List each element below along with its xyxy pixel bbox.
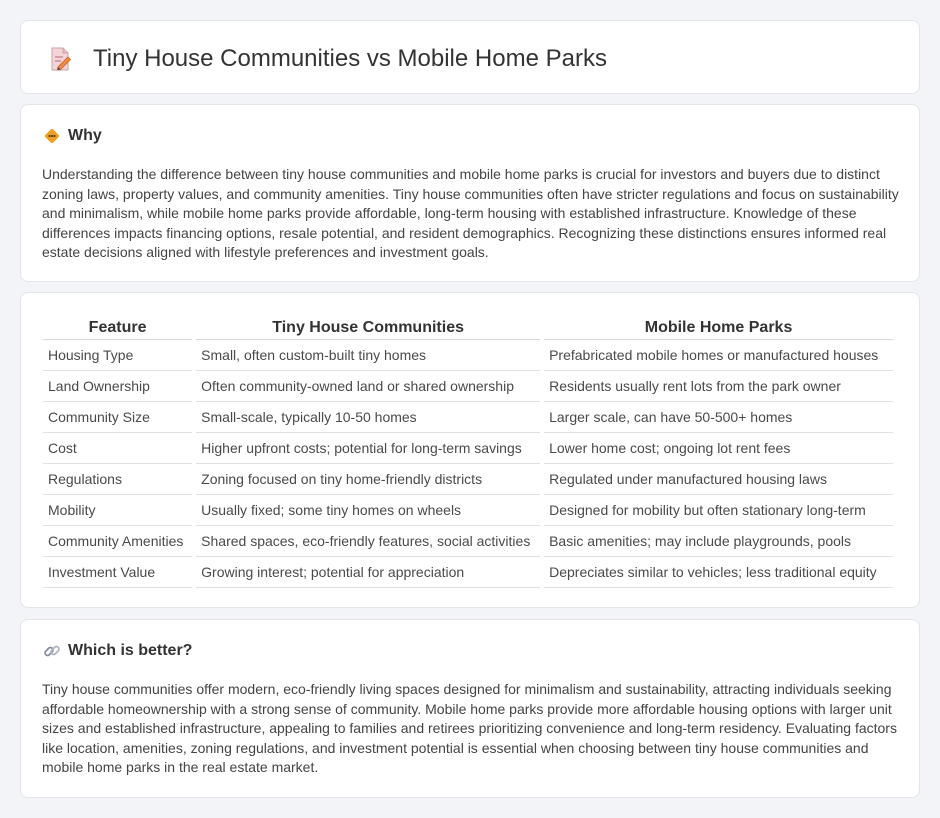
tiny-house-cell: Higher upfront costs; potential for long-term savings [196,433,540,464]
mobile-home-cell: Lower home cost; ongoing lot rent fees [544,433,893,464]
tiny-house-cell: Shared spaces, eco-friendly features, social activities [196,526,540,557]
table-row [43,557,893,588]
document-pencil-icon [47,46,73,72]
mobile-home-cell: Larger scale, can have 50-500+ homes [544,402,893,433]
feature-cell: Regulations [43,464,192,495]
why-paragraph: Understanding the difference between tiny house communities and mobile home parks is crucial for investors and buyers due to distinct zoning laws, property values, and community amenities. Tiny house communities often have stricter regulations and focus on sustainability and minimalism, while mobile home parks provide affordable, long-term housing with established infrastructure. Knowledge of these differences impacts financing options, resale potential, and resident demographics. Recognizing these distinctions ensures informed real estate decisions aligned with lifestyle preferences and investment goals. [42,166,899,261]
tiny-house-cell: Usually fixed; some tiny homes on wheels [196,495,540,526]
mobile-home-cell: Prefabricated mobile homes or manufactured houses [544,340,893,371]
why-title: Why [68,127,102,144]
mobile-home-cell: Residents usually rent lots from the park owner [544,371,893,402]
warning-diamond-icon [43,127,61,145]
column-header-feature: Feature [43,317,192,340]
feature-cell: Community Amenities [43,526,192,557]
why-card [20,104,920,282]
title-row [47,45,607,73]
mobile-home-cell: Regulated under manufactured housing laws [544,464,893,495]
better-paragraph: Tiny house communities offer modern, eco-friendly living spaces designed for minimalism and sustainability, attracting individuals seeking affordable homeownership with a strong sense of community. Mobile home parks provide more affordable housing options with larger unit sizes and established infrastructure, appealing to families and retirees prioritizing convenience and long-term residency. Evaluating factors like location, amenities, zoning regulations, and investment potential is essential when choosing between tiny house communities and mobile home parks in the real estate market. [42,681,897,776]
mobile-home-cell: Depreciates similar to vehicles; less traditional equity [544,557,893,588]
table-row [43,433,893,464]
tiny-house-cell: Growing interest; potential for appreciation [196,557,540,588]
tiny-house-cell: Small, often custom-built tiny homes [196,340,540,371]
feature-cell: Land Ownership [43,371,192,402]
table-row [43,495,893,526]
table-header-row [43,317,893,340]
table-row [43,340,893,371]
feature-cell: Housing Type [43,340,192,371]
feature-cell: Cost [43,433,192,464]
mobile-home-cell: Basic amenities; may include playgrounds, pools [544,526,893,557]
table-row [43,526,893,557]
better-header [43,642,192,660]
title-card [20,20,920,94]
column-header-mobile-home: Mobile Home Parks [544,317,893,340]
feature-cell: Investment Value [43,557,192,588]
table-row [43,402,893,433]
tiny-house-cell: Often community-owned land or shared ownership [196,371,540,402]
comparison-card [20,292,920,608]
link-icon [43,642,61,660]
why-header [43,127,102,145]
feature-cell: Mobility [43,495,192,526]
table-row [43,464,893,495]
which-is-better-card [20,619,920,798]
table-row [43,371,893,402]
better-title: Which is better? [68,642,193,659]
feature-cell: Community Size [43,402,192,433]
page-title: Tiny House Communities vs Mobile Home Parks [93,45,607,72]
mobile-home-cell: Designed for mobility but often stationary long-term [544,495,893,526]
comparison-table [39,317,897,588]
tiny-house-cell: Small-scale, typically 10-50 homes [196,402,540,433]
column-header-tiny-house: Tiny House Communities [196,317,540,340]
tiny-house-cell: Zoning focused on tiny home-friendly districts [196,464,540,495]
